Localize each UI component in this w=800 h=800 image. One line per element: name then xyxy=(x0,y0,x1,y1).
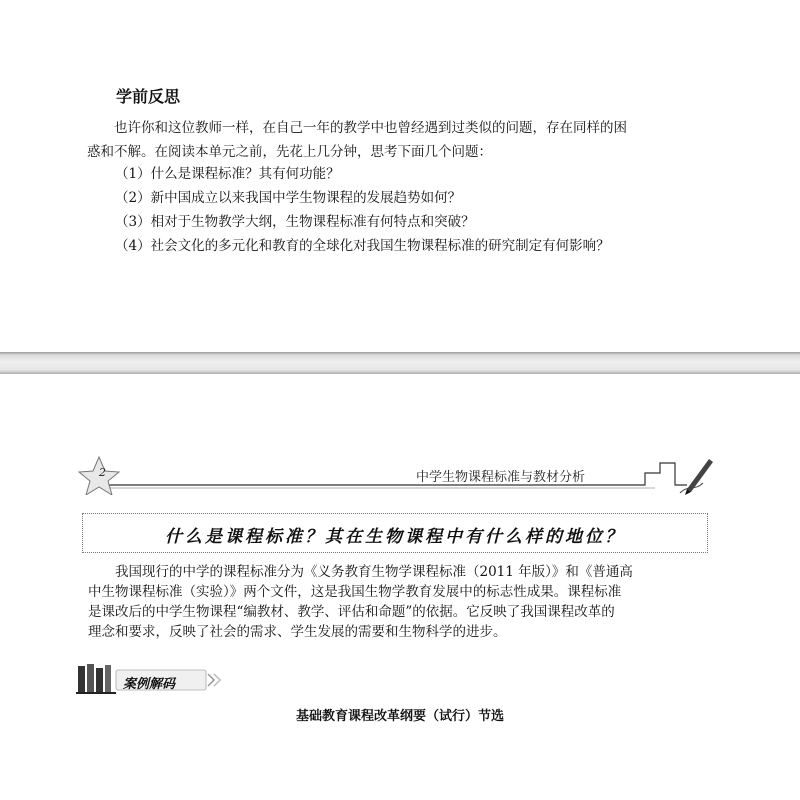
question-item: （2）新中国成立以来我国中学生物课程的发展趋势如何？ xyxy=(115,190,462,206)
question-list xyxy=(115,162,610,258)
question-item: （4）社会文化的多元化和教育的全球化对我国生物课程标准的研究制定有何影响？ xyxy=(115,238,610,254)
top-page xyxy=(0,0,800,352)
section-title: 学前反思 xyxy=(116,87,181,106)
page-number: 2 xyxy=(99,466,106,479)
body-line: 是课改后的中学生物课程“编教材、教学、评估和命题”的依据。它反映了我国课程改革的 xyxy=(88,604,615,620)
body-line: 中生物课程标准（实验）》两个文件，这是我国生物学教育发展中的标志性成果。课程标准 xyxy=(88,584,622,600)
question-item: （1）什么是课程标准？其有何功能？ xyxy=(115,166,340,182)
header-band-graphic xyxy=(75,455,715,495)
section-subtitle: 基础教育课程改革纲要（试行）节选 xyxy=(295,709,504,724)
book-icon xyxy=(76,664,116,694)
question-heading-box xyxy=(82,513,708,553)
question-item: （3）相对于生物教学大纲，生物课程标准有何特点和突破？ xyxy=(115,214,475,230)
page-separator xyxy=(0,352,800,374)
body-line: 理念和要求，反映了社会的需求、学生发展的需要和生物科学的进步。 xyxy=(88,624,507,640)
running-header-title: 中学生物课程标准与教材分析 xyxy=(416,470,586,485)
intro-line: 惑和不解。在阅读本单元之前，先花上几分钟，思考下面几个问题： xyxy=(87,144,492,160)
intro-line: 也许你和这位教师一样，在自己一年的教学中也曾经遇到过类似的问题，存在同样的困 xyxy=(114,120,627,136)
case-label: 案例解码 xyxy=(123,677,176,692)
intro-paragraph xyxy=(87,116,717,164)
body-paragraph xyxy=(88,562,714,642)
question-heading: 什么是课程标准？其在生物课程中有什么样的地位？ xyxy=(165,527,625,547)
body-line: 我国现行的中学的课程标准分为《义务教育生物学课程标准（2011 年版）》和《普通高 xyxy=(115,564,633,580)
pen-icon xyxy=(680,459,713,495)
